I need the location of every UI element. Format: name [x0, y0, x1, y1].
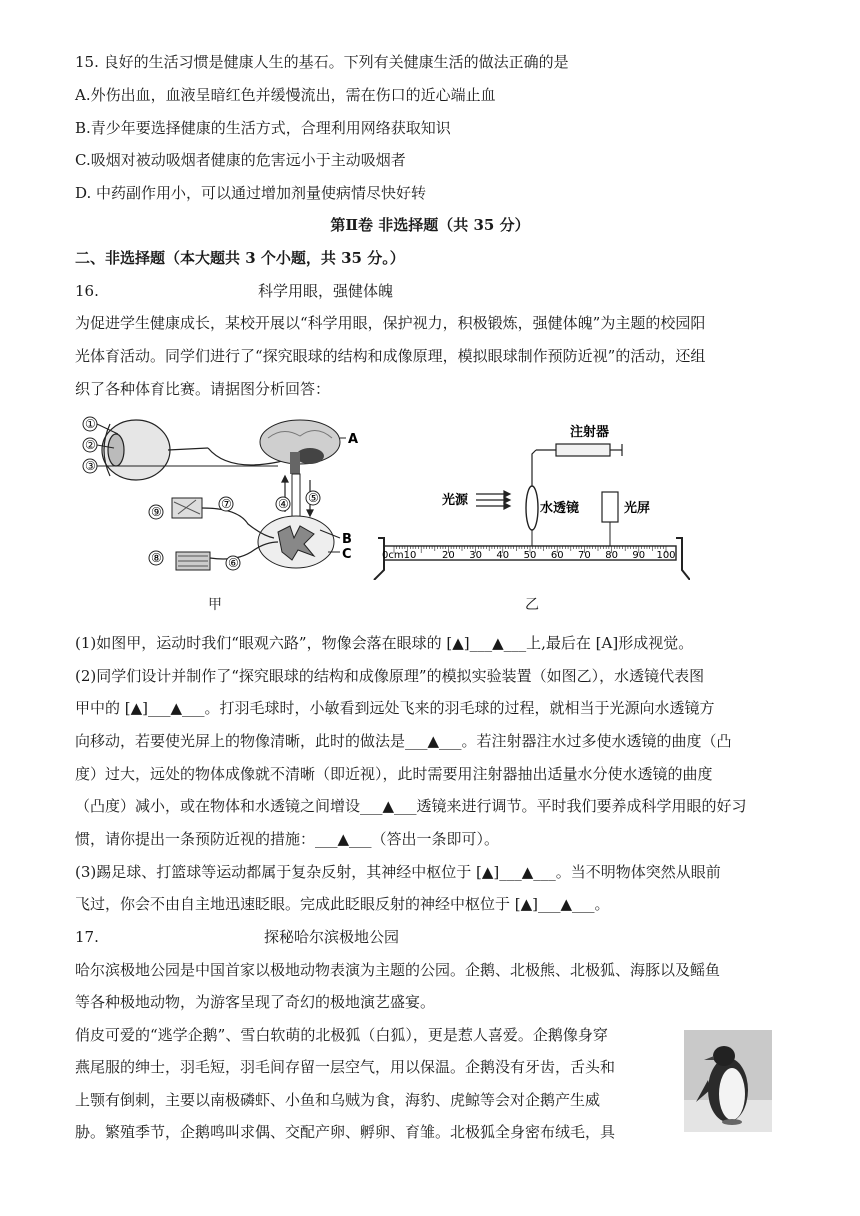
section-heading: 二、非选择题（本大题共 3 个小题，共 35 分。） — [75, 249, 405, 267]
q16-part-3-line-1: (3)踢足球、打篮球等运动都属于复杂反射，其神经中枢位于 [▲]___▲___。当不明物体突然从眼前 — [75, 863, 721, 881]
q16-part-3-line-2: 飞过，你会不由自主地迅速眨眼。完成此眨眼反射的神经中枢位于 [▲]___▲___。 — [75, 895, 610, 913]
screen-label: 光屏 — [624, 501, 651, 516]
q17-body-line-1: 俏皮可爱的“逃学企鹅”、雪白软萌的北极狐（白狐），更是惹人喜爱。企鹅像身穿 — [75, 1026, 608, 1044]
q17-number: 17. — [75, 928, 99, 946]
ruler-tick-label: 70 — [578, 550, 591, 561]
q16-intro-line-2: 光体育活动。同学们进行了“探究眼球的结构和成像原理，模拟眼球制作预防近视”的活动，还组 — [75, 347, 706, 365]
q16-part-2-line-6: 惯，请你提出一条预防近视的措施：___▲___（答出一条即可）。 — [75, 830, 500, 848]
muscle-effector — [176, 552, 210, 570]
label-7: ⑦ — [221, 497, 232, 511]
figure-yi-caption: 乙 — [525, 597, 539, 613]
label-6: ⑥ — [228, 556, 239, 570]
label-4: ④ — [278, 497, 289, 511]
section-title: 第Ⅱ卷 非选择题（共 35 分） — [330, 216, 530, 234]
light-screen — [602, 492, 618, 522]
q16-part-2-line-3: 向移动，若要使光屏上的物像清晰，此时的做法是___▲___。若注射器注水过多使水透镜的曲度（凸 — [75, 732, 732, 750]
label-9: ⑨ — [151, 505, 162, 519]
light-arrows — [476, 491, 510, 509]
figure-jia-caption: 甲 — [208, 597, 222, 613]
syringe-label: 注射器 — [570, 425, 610, 440]
q15-option-b: B.青少年要选择健康的生活方式，合理利用网络获取知识 — [75, 119, 451, 137]
water-lens — [526, 486, 538, 530]
q16-title: 科学用眼，强健体魄 — [258, 282, 394, 300]
figure-jia — [78, 412, 378, 582]
q17-body-line-4: 胁。繁殖季节，企鹅鸣叫求偶、交配产卵、孵卵、育雏。北极狐全身密布绒毛，具 — [75, 1123, 616, 1141]
label-1: ① — [85, 417, 96, 431]
penguin-photo — [684, 1030, 772, 1132]
q15-stem: 15. 良好的生活习惯是健康人生的基石。下列有关健康生活的做法正确的是 — [75, 53, 569, 71]
label-8: ⑧ — [151, 551, 162, 565]
label-3: ③ — [85, 459, 96, 473]
label-c: C — [342, 547, 352, 562]
q17-title: 探秘哈尔滨极地公园 — [264, 928, 400, 946]
q17-body-line-2: 燕尾服的绅士，羽毛短，羽毛间存留一层空气，用以保温。企鹅没有牙齿，舌头和 — [75, 1058, 616, 1076]
q16-intro-line-3: 织了各种体育比赛。请据图分析回答： — [75, 380, 331, 398]
label-a: A — [348, 432, 359, 447]
skin-receptor — [172, 498, 202, 518]
q16-part-2-line-1: (2)同学们设计并制作了“探究眼球的结构和成像原理”的模拟实验装置（如图乙），水透镜代表图 — [75, 667, 705, 685]
ruler-tick-label: 80 — [605, 550, 618, 561]
q16-part-2-line-5: （凸度）减小，或在物体和水透镜之间增设___▲___透镜来进行调节。平时我们要养成科学用眼的好习 — [75, 797, 747, 815]
q16-part-2-line-2: 甲中的 [▲]___▲___。打羽毛球时，小敏看到远处飞来的羽毛球的过程，就相当于光源向水透镜方 — [75, 699, 715, 717]
q16-part-1: (1)如图甲，运动时我们“眼观六路”，物像会落在眼球的 [▲]___▲___上,最后在 [A]形成视觉。 — [75, 634, 694, 652]
label-b: B — [342, 532, 352, 547]
ruler-tick-label: 0cm10 — [382, 550, 417, 561]
q15-option-c: C.吸烟对被动吸烟者健康的危害远小于主动吸烟者 — [75, 151, 406, 169]
ruler-tick-label: 20 — [442, 550, 455, 561]
figure-yi — [370, 420, 690, 580]
q17-intro-line-1: 哈尔滨极地公园是中国首家以极地动物表演为主题的公园。企鹅、北极熊、北极狐、海豚以及鳐鱼 — [75, 961, 721, 979]
eyeball-illustration — [102, 420, 208, 480]
spinal-cord-section — [258, 516, 334, 568]
q16-number: 16. — [75, 282, 99, 300]
lens-label: 水透镜 — [540, 501, 580, 516]
light-source-label: 光源 — [442, 493, 469, 508]
ruler-tick-label: 60 — [550, 550, 564, 561]
q15-option-d: D. 中药副作用小，可以通过增加剂量使病情尽快好转 — [75, 184, 427, 202]
ruler-tick-label: 50 — [523, 550, 537, 561]
ruler-tick-label: 40 — [496, 550, 510, 561]
q15-option-a: A.外伤出血，血液呈暗红色并缓慢流出，需在伤口的近心端止血 — [75, 86, 496, 104]
q17-body-line-3: 上颚有倒刺，主要以南极磷虾、小鱼和乌贼为食，海豹、虎鲸等会对企鹅产生威 — [75, 1091, 601, 1109]
ruler-tick-label: 90 — [632, 550, 646, 561]
ruler-tick-label: 30 — [469, 550, 482, 561]
label-5: ⑤ — [308, 491, 319, 505]
q17-intro-line-2: 等各种极地动物，为游客呈现了奇幻的极地演艺盛宴。 — [75, 993, 436, 1011]
label-2: ② — [85, 438, 96, 452]
ruler-tick-label: 100 — [656, 550, 676, 561]
q16-intro-line-1: 为促进学生健康成长，某校开展以“科学用眼，保护视力，积极锻炼，强健体魄”为主题的校园阳 — [75, 314, 706, 332]
q16-part-2-line-4: 度）过大，远处的物体成像就不清晰（即近视），此时需要用注射器抽出适量水分使水透镜的曲度 — [75, 765, 713, 783]
